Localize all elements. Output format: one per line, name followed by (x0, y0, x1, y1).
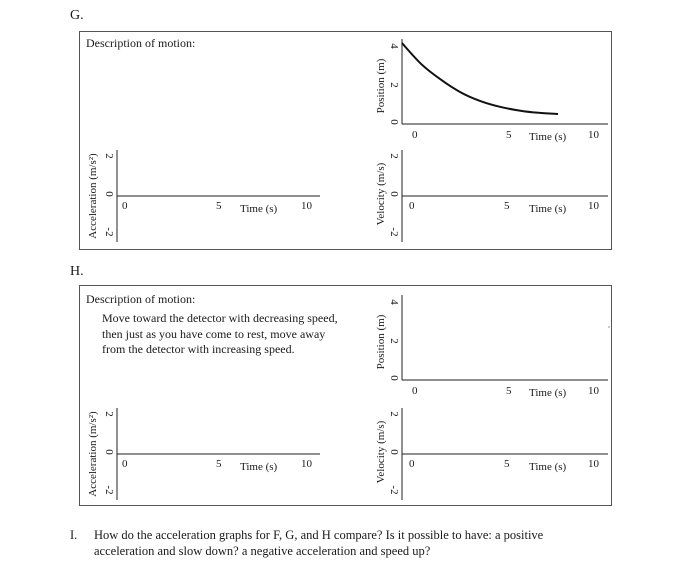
ytick-neg2: -2 (388, 227, 400, 237)
description-line: from the detector with increasing speed. (102, 342, 295, 356)
question-i-label: I. (70, 528, 78, 542)
ytick-0: 0 (388, 191, 400, 197)
xlabel: Time (s) (529, 131, 567, 143)
acceleration-ylabel: Acceleration (m/s²) (87, 153, 99, 239)
ytick-0: 0 (388, 375, 400, 381)
xtick-10: 10 (301, 200, 312, 212)
question-line: How do the acceleration graphs for F, G, and H compare? Is it possible to have: a positive (94, 528, 544, 542)
acceleration-ylabel: Acceleration (m/s²) (87, 411, 99, 497)
xtick-0: 0 (122, 200, 128, 212)
question-line: acceleration and slow down? a negative acceleration and speed up? (94, 544, 431, 558)
ytick-2: 2 (388, 153, 400, 159)
xlabel: Time (s) (240, 461, 278, 473)
section-g-label: G. (70, 8, 84, 23)
section-h-velocity-graph (360, 404, 610, 502)
xlabel: Time (s) (240, 203, 278, 215)
description-line: then just as you have come to rest, move away (102, 326, 326, 341)
section-h-label: H. (70, 264, 84, 279)
xtick-0: 0 (412, 385, 418, 397)
section-h-description (102, 311, 338, 358)
ytick-0: 0 (388, 119, 400, 125)
xtick-0: 0 (122, 458, 128, 470)
xlabel: Time (s) (529, 203, 567, 215)
description-line: Move toward the detector with decreasing speed, (102, 311, 338, 325)
xtick-5: 5 (216, 458, 222, 470)
question-i-text (94, 527, 694, 559)
velocity-ylabel: Velocity (m/s) (375, 420, 387, 484)
xtick-10: 10 (588, 458, 599, 470)
xtick-5: 5 (506, 129, 512, 141)
xtick-5: 5 (216, 200, 222, 212)
xtick-0: 0 (409, 458, 415, 470)
xtick-10: 10 (588, 200, 599, 212)
ytick-2: 2 (388, 338, 400, 344)
ytick-2: 2 (103, 153, 115, 159)
section-g-description-title: Description of motion: (86, 36, 196, 50)
velocity-ylabel: Velocity (m/s) (375, 162, 387, 226)
xtick-10: 10 (588, 129, 599, 141)
ytick-2: 2 (388, 82, 400, 88)
ytick-0: 0 (103, 449, 115, 455)
xtick-0: 0 (412, 129, 418, 141)
xtick-5: 5 (504, 200, 510, 212)
xtick-0: 0 (409, 200, 415, 212)
position-curve (402, 43, 558, 114)
ytick-2: 2 (103, 411, 115, 417)
ytick-neg2: -2 (103, 227, 115, 237)
stray-mark (608, 326, 610, 328)
xtick-10: 10 (301, 458, 312, 470)
xtick-5: 5 (506, 385, 512, 397)
ytick-4: 4 (388, 299, 400, 305)
section-h-description-title: Description of motion: (86, 292, 196, 306)
ytick-neg2: -2 (103, 485, 115, 495)
xlabel: Time (s) (529, 387, 567, 399)
xlabel: Time (s) (529, 461, 567, 473)
section-g-acceleration-graph (80, 146, 330, 244)
ytick-2: 2 (388, 411, 400, 417)
xtick-5: 5 (504, 458, 510, 470)
ytick-neg2: -2 (388, 485, 400, 495)
position-ylabel: Position (m) (375, 314, 387, 370)
section-g-position-graph (360, 34, 610, 146)
section-h-position-graph (360, 290, 610, 402)
ytick-0: 0 (103, 191, 115, 197)
xtick-10: 10 (588, 385, 599, 397)
position-ylabel: Position (m) (375, 58, 387, 114)
section-g-velocity-graph (360, 146, 610, 244)
ytick-4: 4 (388, 43, 400, 49)
ytick-0: 0 (388, 449, 400, 455)
section-h-acceleration-graph (80, 404, 330, 502)
